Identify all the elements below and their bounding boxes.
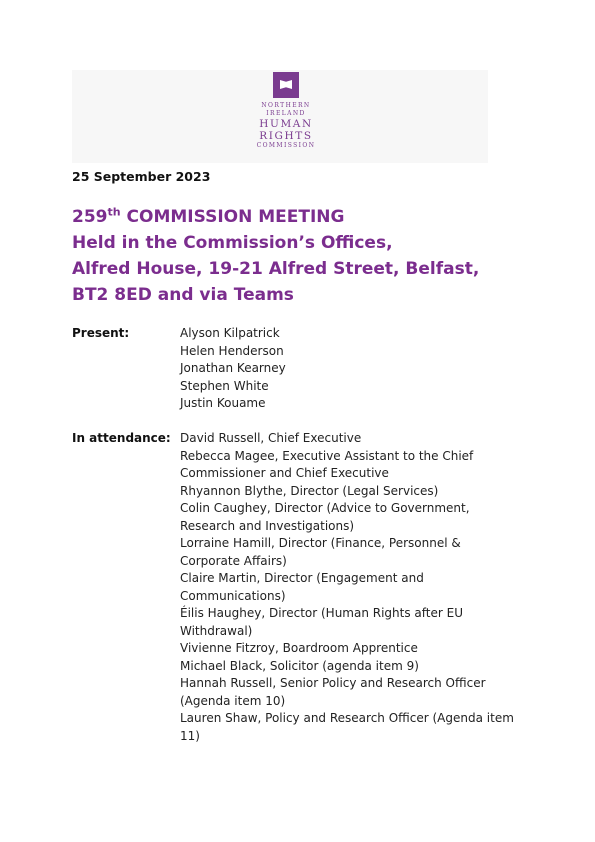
present-name: Jonathan Kearney	[180, 361, 286, 375]
present-name: Alyson Kilpatrick	[180, 326, 280, 340]
attendance-line: Éilis Haughey, Director (Human Rights after EU	[180, 606, 463, 620]
present-name: Justin Kouame	[180, 396, 266, 410]
attendance-line: Claire Martin, Director (Engagement and	[180, 571, 424, 585]
logo-line-ireland: IRELAND	[266, 110, 306, 117]
meeting-number: 259	[72, 207, 108, 227]
present-name: Stephen White	[180, 378, 269, 393]
attendance-line: Lauren Shaw, Policy and Research Officer (Agenda item	[180, 711, 514, 725]
attendance-line: Corporate Affairs)	[180, 553, 287, 568]
attendance-line: Commissioner and Chief Executive	[180, 466, 389, 480]
attendance-line: Research and Investigations)	[180, 518, 355, 533]
attendance-label: In attendance:	[72, 431, 171, 445]
heading-line-3: Alfred House, 19-21 Alfred Street, Belfast,	[72, 259, 480, 279]
logo-line-commission: COMMISSION	[256, 142, 316, 149]
heading-line-4: BT2 8ED and via Teams	[72, 285, 294, 305]
attendance-list	[180, 430, 530, 745]
nihrc-logo	[251, 72, 321, 150]
attendance-line: Lorraine Hamill, Director (Finance, Personnel &	[180, 536, 461, 550]
logo-line-northern: NORTHERN	[261, 102, 311, 109]
attendance-line: Rebecca Magee, Executive Assistant to the Chief	[180, 448, 474, 463]
heading-line-2: Held in the Commission’s Offices,	[72, 233, 393, 253]
meeting-ordinal: th	[107, 205, 121, 219]
heading-line-1-text: COMMISSION MEETING	[120, 207, 345, 227]
heading-line-1	[72, 204, 542, 230]
present-list	[180, 325, 530, 413]
attendance-line: Colin Caughey, Director (Advice to Government,	[180, 501, 470, 515]
meeting-heading	[72, 204, 542, 308]
attendance-line: Rhyannon Blythe, Director (Legal Services)	[180, 483, 439, 498]
logo-line-rights: RIGHTS	[259, 130, 313, 142]
attendance-line: Vivienne Fitzroy, Boardroom Apprentice	[180, 641, 418, 655]
attendance-line: Michael Black, Solicitor (agenda item 9)	[180, 658, 419, 673]
attendance-line: (Agenda item 10)	[180, 693, 286, 708]
attendance-line: Communications)	[180, 588, 286, 603]
attendance-line: Withdrawal)	[180, 623, 253, 638]
book-icon	[273, 72, 299, 98]
present-label: Present:	[72, 326, 130, 340]
attendance-line: David Russell, Chief Executive	[180, 431, 362, 445]
attendance-line: Hannah Russell, Senior Policy and Research Officer	[180, 676, 486, 690]
present-name: Helen Henderson	[180, 343, 284, 358]
meeting-date: 25 September 2023	[72, 169, 211, 184]
attendance-line: 11)	[180, 728, 200, 743]
logo-line-human: HUMAN	[259, 118, 313, 130]
